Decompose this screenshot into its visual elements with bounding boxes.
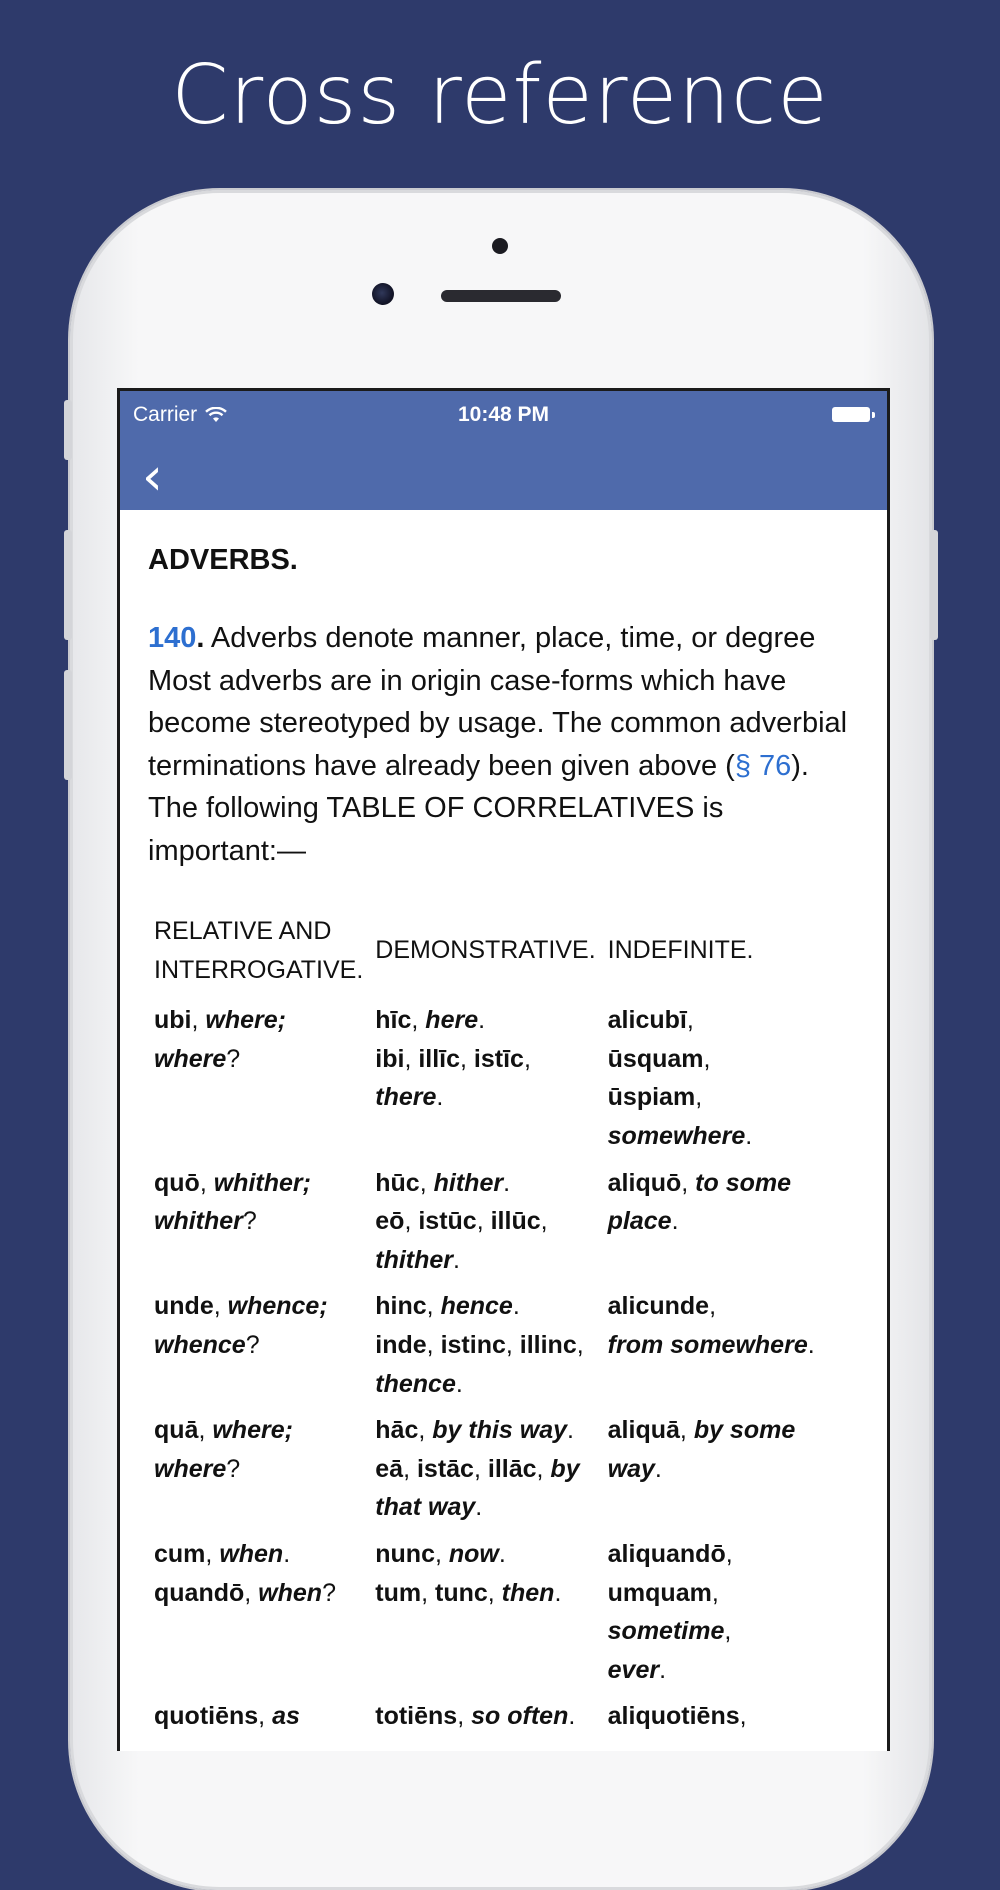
table-row	[148, 1287, 859, 1411]
table-cell: alicunde, from somewhere.	[607, 1292, 815, 1359]
table-cell: nunc, now. tum, tunc, then.	[375, 1539, 562, 1607]
article-content	[120, 510, 887, 1744]
table-row	[148, 1164, 859, 1288]
earpiece-speaker	[441, 290, 561, 302]
table-cell: hūc, hither. eō, istūc, illūc, thither.	[375, 1168, 548, 1274]
header-demonstrative: DEMONSTRATIVE.	[375, 936, 596, 965]
table-cell: hīc, here. ibi, illīc, istīc, there.	[375, 1006, 531, 1112]
correlatives-table	[148, 912, 859, 1744]
power-button	[930, 530, 938, 640]
header-indefinite: INDEFINITE.	[607, 936, 754, 965]
volume-down-button	[64, 670, 72, 780]
header-relative: RELATIVE AND INTERROGATIVE.	[154, 917, 364, 984]
table-cell: ubi, where; where?	[154, 1006, 286, 1073]
table-cell: hāc, by this way. eā, istāc, illāc, by that way.	[375, 1416, 580, 1522]
table-cell: quō, whither; whither?	[154, 1168, 311, 1236]
table-cell: quā, where; where?	[154, 1416, 293, 1483]
table-cell: totiēns, so often.	[375, 1702, 576, 1731]
volume-up-button	[64, 530, 72, 640]
status-time: 10:48 PM	[457, 403, 550, 426]
proximity-sensor	[492, 238, 508, 254]
table-cell: quotiēns, as	[154, 1702, 300, 1731]
table-cell: unde, whence; whence?	[154, 1292, 328, 1359]
navigation-bar	[120, 443, 887, 510]
table-cell: alicubī, ūsquam, ūspiam, somewhere.	[607, 1006, 753, 1150]
table-row	[148, 1001, 859, 1163]
paragraph-text-1: Adverbs denote manner, place, time, or degree Most adverbs are in origin case-forms which have become stereotyped by usage. The common adverbial terminations have already been given above (	[148, 622, 848, 782]
table-cell: hinc, hence. inde, istinc, illinc, thence.	[375, 1292, 584, 1398]
table-row	[148, 1411, 859, 1535]
banner-title: Cross reference	[171, 48, 829, 143]
cross-reference-link[interactable]: § 76	[734, 749, 792, 782]
phone-screen	[117, 388, 890, 1751]
carrier-label: Carrier	[133, 403, 198, 426]
table-cell: aliquō, to some place.	[607, 1168, 792, 1236]
table-cell: aliquotiēns,	[607, 1702, 747, 1731]
table-row	[148, 1535, 859, 1697]
paragraph-text-2: ). The following TABLE OF CORRELATIVES is important:—	[148, 749, 809, 867]
paragraph-number-link[interactable]: 140	[148, 622, 197, 654]
table-cell: aliquandō, umquam, sometime, ever.	[607, 1539, 733, 1684]
battery-icon	[832, 407, 870, 422]
table-cell: aliquā, by some way.	[607, 1416, 796, 1483]
status-bar	[120, 391, 887, 443]
paragraph-140: 140. Adverbs denote manner, place, time, or degree Most adverbs are in origin case-forms which have become stereotyped by usage. The common adverbial terminations have already been given above (§ 76). The following TABLE OF CORRELATIVES is important:—	[148, 622, 848, 867]
table-header-row	[148, 912, 859, 1001]
table-row	[148, 1697, 859, 1744]
section-heading: ADVERBS.	[148, 544, 298, 576]
front-camera	[372, 283, 394, 305]
table-cell: cum, when. quandō, when?	[154, 1539, 336, 1607]
back-chevron-icon[interactable]: ‹	[142, 447, 163, 507]
mute-switch	[64, 400, 72, 460]
